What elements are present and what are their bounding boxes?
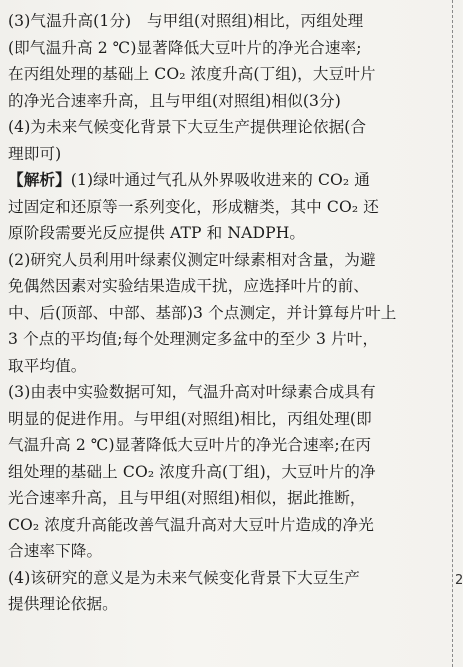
- analysis-line: 气温升高 2 ℃)显著降低大豆叶片的净光合速率;在丙: [8, 436, 372, 454]
- analysis-line: 3 个点的平均值;每个处理测定多盆中的至少 3 片叶，: [8, 330, 379, 348]
- analysis-line: 免偶然因素对实验结果造成干扰，应选择叶片的前、: [8, 277, 369, 295]
- analysis-line: 合速率下降。: [8, 542, 103, 560]
- analysis-line: 组处理的基础上 CO₂ 浓度升高(丁组)，大豆叶片的净: [8, 462, 376, 481]
- analysis-line: 提供理论依据。: [8, 595, 118, 613]
- analysis-line: (2)研究人员利用叶绿素仪测定叶绿素相对含量，为避: [8, 250, 376, 269]
- analysis-label: 【解析】: [8, 170, 71, 189]
- answer-line-4: 的净光合速率升高，且与甲组(对照组)相似(3分): [8, 91, 341, 110]
- analysis-line: (4)该研究的意义是为未来气候变化背景下大豆生产: [8, 568, 360, 587]
- analysis-line: 明显的促进作用。与甲组(对照组)相比，丙组处理(即: [8, 409, 372, 428]
- answer-line-2: (即气温升高 2 ℃)显著降低大豆叶片的净光合速率;: [8, 38, 362, 57]
- analysis-line: 过固定和还原等一系列变化，形成糖类，其中 CO₂ 还: [8, 197, 379, 216]
- analysis-line: 中、后(顶部、中部、基部)3 个点测定，并计算每片叶上: [8, 303, 397, 322]
- analysis-first-line-text: (1)绿叶通过气孔从外界吸收进来的 CO₂ 通: [70, 171, 370, 189]
- answer-line-3: 在丙组处理的基础上 CO₂ 浓度升高(丁组)，大豆叶片: [8, 65, 376, 83]
- margin-mark: 2: [455, 573, 463, 588]
- binding-margin-dashed-line: [452, 0, 453, 667]
- analysis-first-line: [8, 167, 446, 194]
- answer-line-1: (3)气温升高(1分) 与甲组(对照组)相比，丙组处理: [8, 12, 364, 30]
- answer-line-6: 理即可): [8, 144, 62, 163]
- analysis-line: 原阶段需要光反应提供 ATP 和 NADPH。: [8, 224, 306, 242]
- analysis-line: CO₂ 浓度升高能改善气温升高对大豆叶片造成的净光: [8, 515, 374, 534]
- analysis-line: 取平均值。: [8, 356, 87, 375]
- answer-line-5: (4)为未来气候变化背景下大豆生产提供理论依据(合: [8, 118, 367, 136]
- analysis-line: (3)由表中实验数据可知，气温升高对叶绿素合成具有: [8, 383, 376, 401]
- analysis-line: 光合速率升高，且与甲组(对照组)相似，据此推断，: [8, 489, 366, 507]
- answer-content: [8, 8, 446, 618]
